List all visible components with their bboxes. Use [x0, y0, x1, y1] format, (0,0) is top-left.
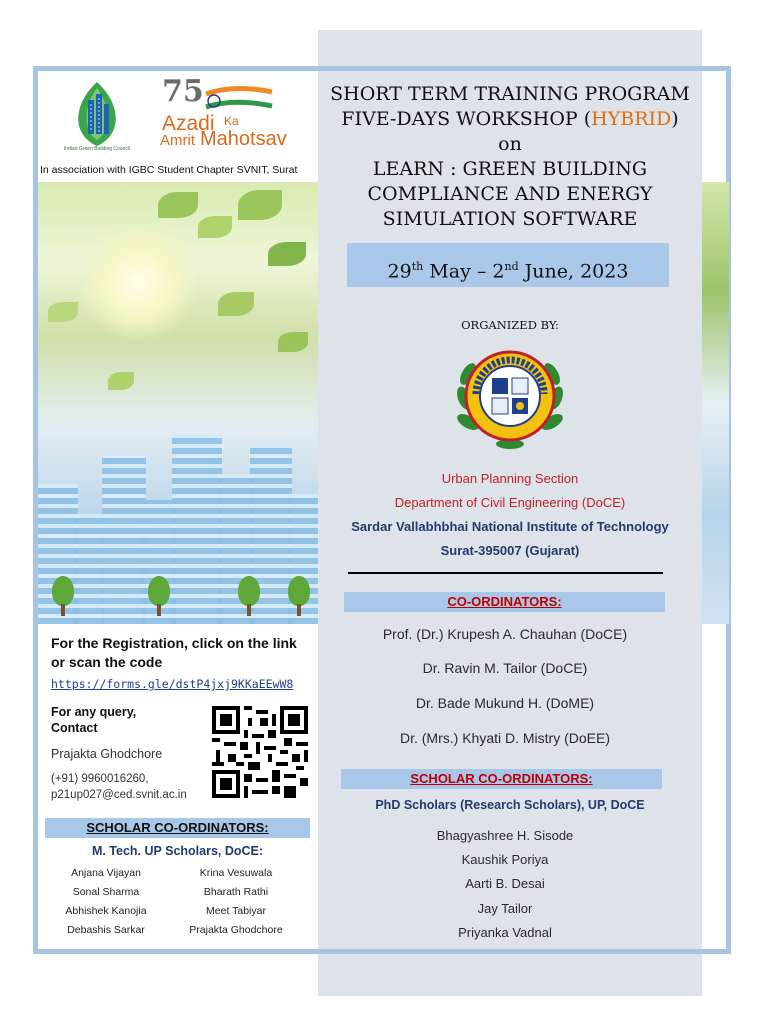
institute-name: Sardar Vallabhbhai National Institute of Technology: [351, 519, 669, 534]
contact-email[interactable]: p21up027@ced.svnit.ac.in: [51, 789, 187, 801]
sunburst: [78, 222, 198, 342]
divider-line: [348, 572, 663, 574]
azadi-75: 75: [162, 74, 204, 109]
coordinator-3: Dr. Bade Mukund H. (DoME): [415, 695, 595, 711]
phd-scholar-5: Priyanka Vadnal: [458, 925, 552, 940]
title-line-3: on: [498, 133, 522, 155]
azadi-ka-text: Ka: [224, 114, 239, 128]
mtech-scholar-1: Anjana Vijayan: [71, 867, 141, 879]
phd-scholars-subheading: PhD Scholars (Research Scholars), UP, DoCE: [375, 798, 645, 812]
organized-by-label: ORGANIZED BY:: [461, 318, 559, 332]
phd-scholar-1: Bhagyashree H. Sisode: [436, 828, 574, 843]
igbc-logo-text: Indian Green Building Council: [63, 146, 131, 152]
azadi-text: Azadi: [162, 112, 215, 135]
phd-scholar-4: Jay Tailor: [477, 901, 533, 916]
phd-scholar-3: Aarti B. Desai: [465, 876, 545, 891]
azadi-ka-amrit-mahotsav-logo: [160, 74, 300, 154]
amrit-text: Amrit: [160, 132, 195, 149]
association-line: In association with IGBC Student Chapter SVNIT, Surat: [40, 164, 298, 176]
title-line-4: LEARN : GREEN BUILDING: [372, 158, 648, 180]
svnit-seal-logo: [454, 344, 566, 452]
mtech-scholar-5: Krina Vesuwala: [199, 867, 273, 879]
hybrid-label: HYBRID: [591, 108, 672, 130]
title-line-1: SHORT TERM TRAINING PROGRAM: [330, 83, 690, 105]
title-line-5: COMPLIANCE AND ENERGY: [367, 183, 653, 205]
phd-scholar-coordinators-heading: SCHOLAR CO-ORDINATORS:: [341, 769, 662, 789]
mtech-scholar-4: Debashis Sarkar: [67, 924, 145, 936]
date-banner: 29th May – 2nd June, 2023: [347, 243, 669, 287]
mtech-scholar-6: Bharath Rathi: [203, 886, 269, 898]
section-name: Urban Planning Section: [441, 471, 579, 486]
registration-text: For the Registration, click on the link or scan the code: [51, 635, 297, 670]
program-title: [318, 82, 702, 232]
registration-link[interactable]: https://forms.gle/dstP4jxj9KKaEEwW8: [51, 677, 294, 691]
mtech-scholar-7: Meet Tabiyar: [206, 905, 266, 917]
mtech-scholar-8: Prajakta Ghodchore: [189, 924, 283, 936]
phd-scholar-2: Kaushik Poriya: [461, 852, 549, 867]
contact-name: Prajakta Ghodchore: [51, 747, 163, 761]
coordinator-2: Dr. Ravin M. Tailor (DoCE): [422, 660, 588, 676]
coordinators-heading: CO-ORDINATORS:: [344, 592, 665, 612]
title-line-2: FIVE-DAYS WORKSHOP (HYBRID): [341, 108, 679, 130]
mtech-scholars-subheading: M. Tech. UP Scholars, DoCE:: [91, 844, 264, 858]
coordinator-4: Dr. (Mrs.) Khyati D. Mistry (DoEE): [399, 730, 610, 746]
mtech-scholar-2: Sonal Sharma: [72, 886, 140, 898]
mtech-scholar-coordinators-heading: SCHOLAR CO-ORDINATORS:: [45, 818, 310, 838]
registration-qr-code[interactable]: [212, 706, 308, 798]
contact-phone: (+91) 9960016260,: [51, 773, 149, 785]
mahotsav-text: Mahotsav: [200, 128, 287, 150]
green-city-illustration: [38, 182, 318, 624]
query-text: For any query, Contact: [51, 705, 137, 735]
mtech-scholar-3: Abhishek Kanojia: [65, 905, 147, 917]
green-city-illustration-right: [702, 182, 729, 624]
institute-address: Surat-395007 (Gujarat): [440, 543, 580, 558]
department-name: Department of Civil Engineering (DoCE): [394, 495, 626, 510]
title-line-6: SIMULATION SOFTWARE: [382, 208, 638, 230]
coordinator-1: Prof. (Dr.) Krupesh A. Chauhan (DoCE): [382, 626, 628, 642]
igbc-logo: [62, 80, 132, 160]
